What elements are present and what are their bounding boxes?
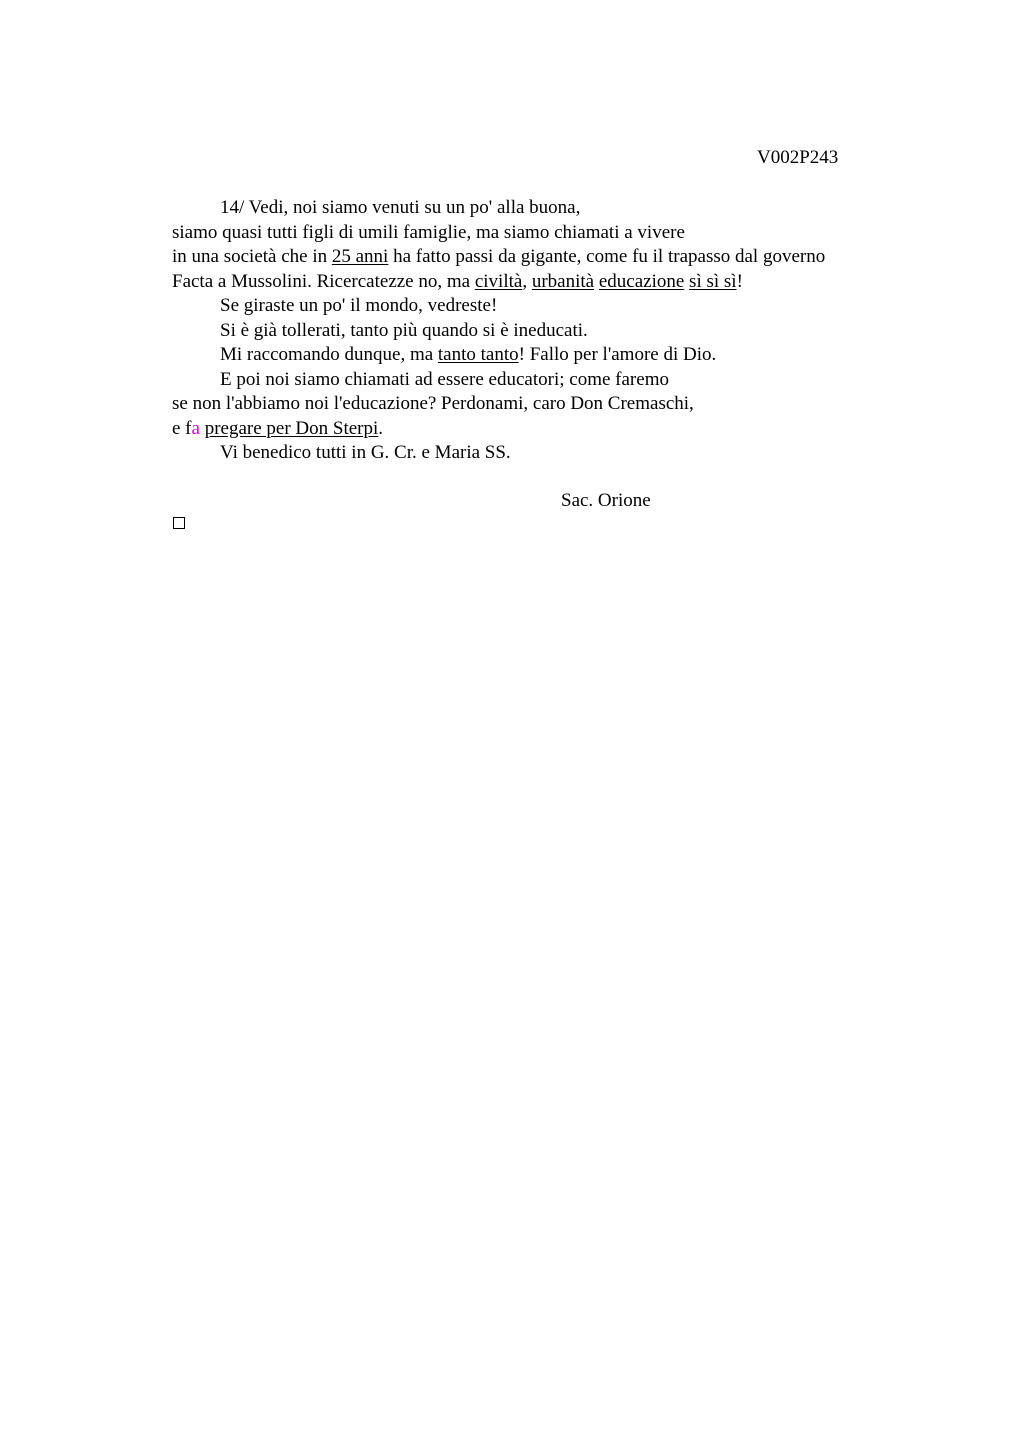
line-4-part-a: Facta a Mussolini. Ricercatezze no, ma <box>172 270 475 292</box>
underlined-civilta: civiltà <box>474 270 523 292</box>
line-3-part-b: ha fatto passi da gigante, come fu il trapasso dal governo <box>388 246 826 267</box>
line-11: Vi benedico tutti in G. Cr. e Maria SS. <box>220 442 511 463</box>
line-10-end: . <box>378 417 384 439</box>
underlined-tanto-tanto: tanto tanto <box>437 344 519 365</box>
letter-body <box>172 196 932 466</box>
signature: Sac. Orione <box>561 490 651 511</box>
line-7-part-a: Mi raccomando dunque, ma <box>220 344 438 365</box>
line-5: Se giraste un po' il mondo, vedreste! <box>220 295 498 316</box>
underlined-urbanita: urbanità <box>531 270 595 292</box>
line-3 <box>172 245 932 270</box>
line-4-sep-1: , <box>522 270 532 292</box>
line-10 <box>172 417 932 442</box>
line-8: E poi noi siamo chiamati ad essere educatori; come faremo <box>220 368 669 390</box>
line-1: 14/ Vedi, noi siamo venuti su un po' alla buona, <box>220 197 581 218</box>
square-box-icon <box>173 517 185 529</box>
page-reference: V002P243 <box>757 147 839 168</box>
underlined-si-si-si: sì sì sì <box>689 270 737 292</box>
line-10-part-a: e f <box>172 417 192 439</box>
line-3-part-a: in una società che in <box>172 246 332 267</box>
line-7-part-b: ! Fallo per l'amore di Dio. <box>518 344 717 365</box>
line-6: Si è già tollerati, tanto più quando si è ineducati. <box>220 319 588 341</box>
line-9: se non l'abbiamo noi l'educazione? Perdonami, caro Don Cremaschi, <box>172 393 694 414</box>
underlined-pregare-per-don-sterpi: pregare per Don Sterpi <box>204 417 379 439</box>
line-2: siamo quasi tutti figli di umili famiglie, ma siamo chiamati a vivere <box>172 221 685 243</box>
underlined-educazione: educazione <box>598 270 685 292</box>
line-7 <box>172 343 932 368</box>
underlined-25-anni: 25 anni <box>331 246 389 267</box>
inserted-letter-a: a <box>191 417 200 439</box>
line-4 <box>172 270 932 295</box>
line-4-end: ! <box>736 270 743 292</box>
